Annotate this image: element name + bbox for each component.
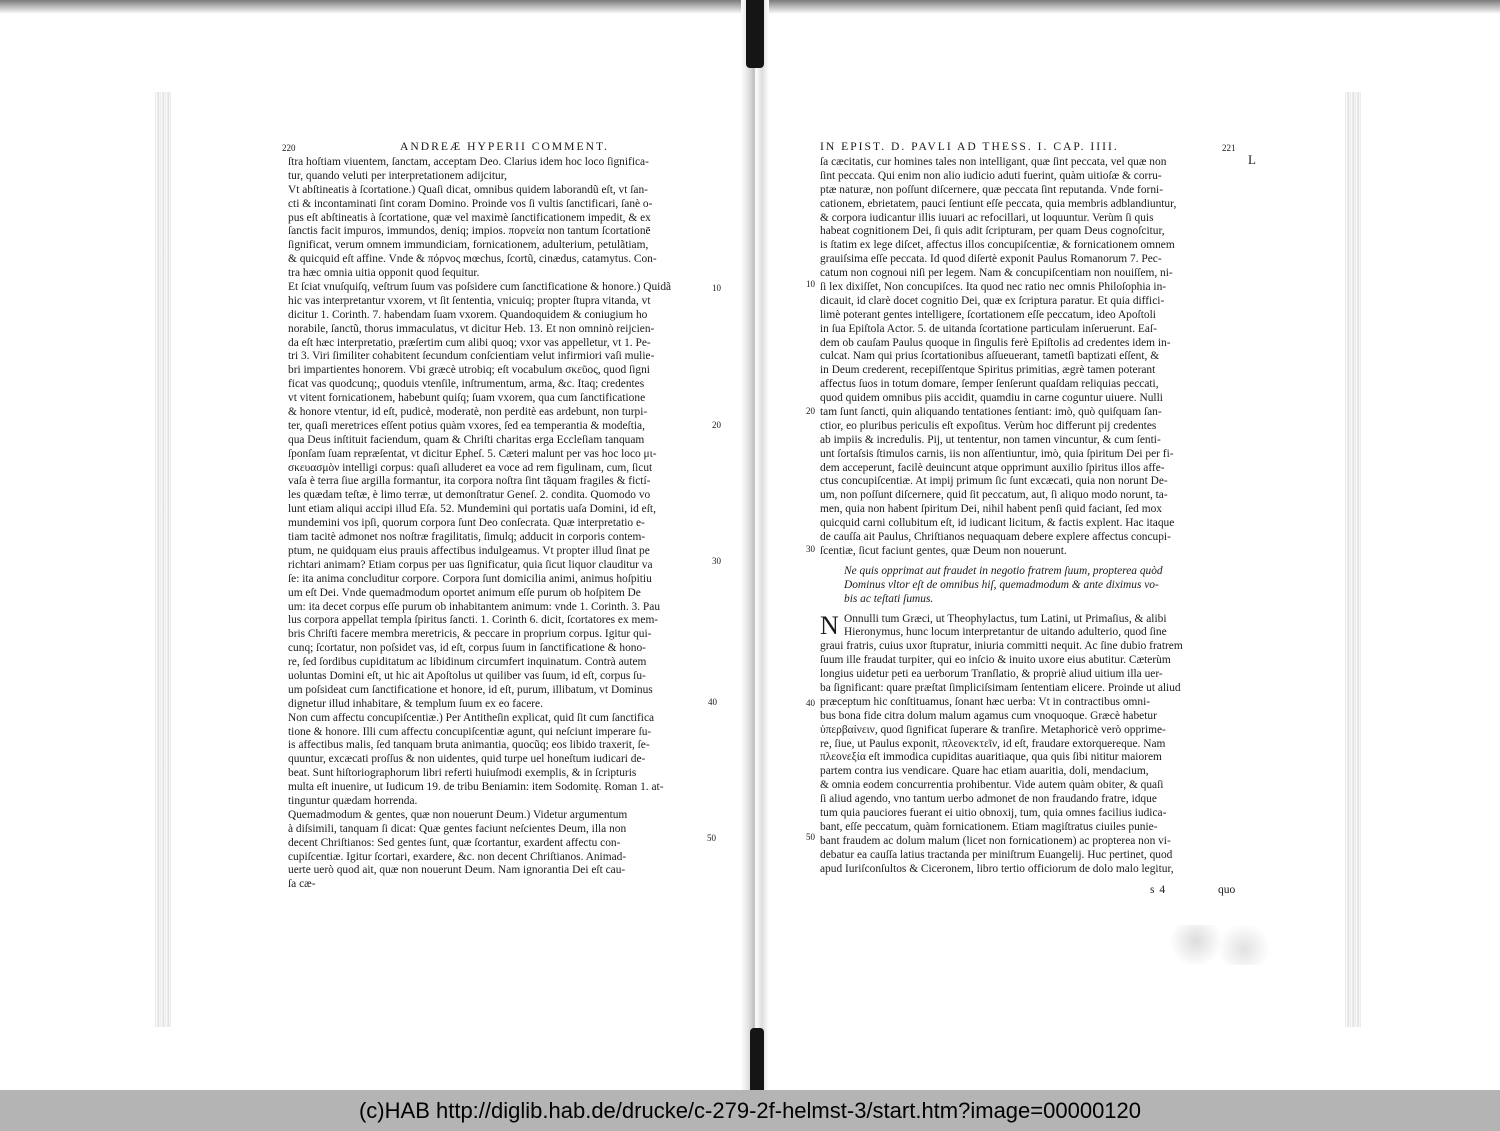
margin-number: 30 (806, 544, 815, 554)
left-page (282, 140, 708, 892)
text-line: re, ſed ſordibus cupiditatum ac libidinum circumfert inquinatum. Contrà autem (288, 656, 647, 669)
text-line: lunt etiam aliqui accipi illud Eſa. 52. Mundemini qui portatis uaſa Domini, id eſt, (288, 503, 656, 516)
text-line: tiam tacitè admonet nos noſtræ fragilitatis, ſimulq; adducit in corporis contem- (288, 531, 646, 544)
text-line: limè poterant gentes intelligere, ſcortationem eſſe peccatum, ideo Apoſtoli (820, 308, 1156, 321)
text-line: richtari animam? Etiam corpus per uas ſignificatur, quia ſicut liquor clauditur va (288, 558, 653, 571)
text-line: ſi lex dixiſſet, Non concupiſces. Ita quod nec ratio nec omnis Philoſophia in- (820, 281, 1167, 294)
text-line: in ſua Epiſtola Actor. 5. de uitanda ſcortatione particulam inſeruerunt. Eaſ- (820, 322, 1157, 335)
commentary-line: longius uidetur peti ea uerborum Tranſlatio, & propriè aliud uitium illa uer- (820, 668, 1163, 681)
text-line: um: ita decet corpus eſſe purum ob inhabitantem animum: vnde 1. Corinth. 3. Pau (288, 600, 661, 613)
margin-number: 50 (806, 832, 815, 842)
text-line: ab impiis & incredulis. Pij, ut tententur, non tamen vincuntur, & cum ſenti- (820, 433, 1161, 446)
commentary-line: debatur ea cauſſa latius tractanda per miniſtrum Euangelij. Huc pertinet, quod (820, 848, 1173, 861)
text-line: is ſtatim ex lege diſcet, affectus illos concupiſcentiæ, & fornicationem omnem (820, 239, 1175, 252)
right-running-head (820, 140, 1240, 156)
commentary-line: Onnulli tum Græci, ut Theophylactus, tum Latini, ut Primaſius, & alibi (844, 612, 1167, 625)
text-line: catum non cognoui niſi per legem. Nam & concupiſcentiam non nouiſſem, ni- (820, 267, 1173, 280)
text-line: de cauſſa ait Paulus, Chriſtianos nequaquam debere explere affectus concupi- (820, 531, 1171, 544)
text-line: norabile, ſanctũ, thorus immaculatus, vt dicitur Heb. 13. Et non omninò reijcien- (288, 322, 655, 335)
commentary-line: ba ſignificant: quare præſtat ſimpliciſsimam ſententiam elicere. Proinde ut aliud (820, 681, 1181, 694)
margin-number: 10 (806, 279, 815, 289)
text-line: grauiſsima eſſe peccata. Id quod diſertè exponit Paulus Romanorum 7. Pec- (820, 253, 1162, 266)
text-line: ſtra hoſtiam viuentem, ſanctam, acceptam Deo. Clarius idem hoc loco ſignifica- (288, 156, 649, 168)
book-gutter (741, 0, 769, 1090)
text-line: ſcentiæ, ſicut faciunt gentes, quæ Deum non nouerunt. (820, 544, 1067, 557)
text-line: tam ſunt ſancti, quin aliquando tentationes ſentiant: imò, quò quiſquam ſan- (820, 406, 1162, 419)
text-line: dicauit, id clarè docet cognitio Dei, quæ ex ſcriptura paratur. Et quia diffici- (820, 294, 1165, 307)
commentary-line: bant fraudem ac dolum malum (licet non fornicationem) ac propterea non vi- (820, 834, 1171, 847)
text-line: dem ob cauſam Paulus quoque in ſingulis ferè Epiſtolis ad credentes idem in- (820, 336, 1171, 349)
binding-clip-bottom (750, 1028, 764, 1090)
text-line: ficat vas quodcunq;, quoduis vtenſile, inſtrumentum, arma, &c. Itaq; credentes (288, 378, 645, 391)
left-page-edge (155, 92, 171, 1027)
text-line: dem acceperunt, facilè deuincunt atque opprimunt auxilio ſpiritus illos affe- (820, 461, 1165, 474)
text-line: & corpora iudicantur illis iuuari ac refocillari, ut loquuntur. Verùm ſi quis (820, 211, 1154, 224)
commentary-block (820, 610, 1240, 877)
text-line: & honore vtentur, id eſt, pudicè, moderatè, non perditè eas ardebunt, non turpi- (288, 406, 648, 419)
text-line: cupiſcentiæ. Igitur ſcortari, exardere, &c. non decent Chriſtianos. Animad- (288, 850, 627, 863)
text-line: qua Deus inſtituit faciendum, quam & Chriſti charitas erga Eccleſiam tanquam (288, 433, 645, 446)
signature-mark: s 4 (1150, 884, 1167, 896)
verse-line: bis ac teſtati ſumus. (844, 592, 934, 605)
text-line: & quicquid eſt affine. Vnde & πόρνος mœchus, ſcortũ, cinædus, catamytus. Con- (288, 253, 657, 266)
text-line: ctior, eo pluribus periculis eſt expoſitus. Verùm hoc differunt pij credentes (820, 419, 1157, 432)
binding-clip-top (746, 0, 764, 68)
text-line: Non cum affectu concupiſcentiæ.) Per Antitheſin explicat, quid ſit cum ſanctifica (288, 711, 655, 724)
text-line: mundemini vos ipſi, quorum corpora ſunt Deo conſecrata. Quæ interpretatio e- (288, 517, 645, 530)
text-line: um, non poſſunt diſcernere, quid ſit peccatum, aut, ſi aliquo modo norunt, ta- (820, 489, 1168, 502)
left-running-title: ANDREÆ HYPERII COMMENT. (400, 140, 610, 153)
paper-stain (1160, 925, 1280, 965)
text-line: culcat. Nam qui prius ſcortationibus aſſueuerant, tametſi baptizati eſſent, & (820, 350, 1160, 363)
text-line: dicitur 1. Corinth. 7. habendam ſuam vxorem. Quandoquidem & coniugium ho (288, 308, 648, 321)
text-line: habeat cognitionem Dei, ſi quis adit ſcripturam, per quam Deus cognoſcitur, (820, 225, 1165, 238)
text-line: beat. Sunt hiſtoriographorum libri referti huiuſmodi exemplis, & in ſcripturis (288, 767, 637, 780)
text-line: unt ſortaſsis ſtimulos carnis, iis non aſſentiuntur, imò, quia ſpiritum Dei per fi- (820, 447, 1174, 460)
text-line: tur, quando veluti per interpretationem adijcitur, (288, 169, 507, 182)
text-line: men, quia non habent ſpiritum Dei, nihil habent penſi quid faciant, ſed mox (820, 503, 1162, 516)
right-page (820, 140, 1240, 876)
text-line: ſignificat, verum omnem immundiciam, fornicationem, adulterium, petulãtiam, (288, 239, 649, 252)
commentary-line: apud Iuriſconſultos & Ciceronem, libro tertio officiorum de dolo malo legitur, (820, 862, 1174, 875)
commentary-line: bus bona fide citra dolum malum agamus cum vnoquoque. Græcè habetur (820, 709, 1157, 722)
left-page-number: 220 (282, 143, 296, 153)
text-line: ſanctis facit impuros, immundos, deniq; impios. πορνεία non tantum ſcortationē (288, 225, 651, 238)
text-line: ctus concupiſcentiæ. At impij primum ſic ſunt excæcati, quia non norunt De- (820, 475, 1168, 488)
text-line: ſint peccata. Qui enim non alio iudicio aduti fuerint, quàm uitioſæ & corru- (820, 169, 1162, 182)
pen-mark: L (1248, 152, 1256, 167)
text-line: σκευασμὸν intelligi corpus: quaſi alluderet ea voce ad rem figulinam, cum, ſicut (288, 461, 653, 474)
dropcap-letter: N (820, 610, 839, 640)
commentary-line: partem contra ius vendicare. Quare hac etiam auaritia, doli, mendacium, (820, 765, 1149, 778)
text-line: tra hæc omnia uitia opponit quod ſequitur. (288, 267, 480, 280)
margin-number: 30 (712, 556, 721, 566)
text-line: bris Chriſti facere membra meretricis, & peccare in proprium corpus. Igitur qui- (288, 628, 652, 641)
right-page-text (820, 156, 1240, 559)
verse-line: Dominus vltor eſt de omnibus hiſ, quemadmodum & ante diximus vo- (844, 578, 1159, 591)
commentary-line: bant, eſſe peccatum, quàm fornicationem. Etiam magiſtratus ciuiles punie- (820, 820, 1158, 833)
text-line: uerte uerò quod ait, quæ non nouerunt Deum. Nam ignorantia Dei eſt cau- (288, 864, 626, 877)
text-line: affectus ſuos in totum domare, ſemper ſenſerunt quaſdam reliquias peccati, (820, 378, 1159, 391)
margin-number: 40 (708, 697, 717, 707)
text-line: multa eſt inuenire, ut Iudicum 19. de tribu Beniamin: item Sodomitę. Roman 1. at- (288, 781, 664, 794)
left-running-head (282, 140, 708, 156)
text-line: tinguntur quædam horrenda. (288, 794, 418, 807)
footer-text: (c)HAB http://diglib.hab.de/drucke/c-279-2f-helmst-3/start.htm?image=00000120 (358, 1097, 1142, 1123)
text-line: vt vitent fornicationem, habebunt quiſq; ſuam vxorem, qua cum ſanctificatione (288, 392, 646, 405)
text-line: pus eſt abſtineatis à ſcortatione, quæ vel maximè ſanctificationem impedit, & ex (288, 211, 651, 224)
text-line: hic vas interpretantur vxorem, vt ſit ſententia, vnicuiq; propter ſtupra vitanda, vt (288, 294, 651, 307)
text-line: ter, quaſi meretrices eſſent potius quàm vxores, ſed ea temperantia & modeſtia, (288, 419, 645, 432)
text-line: is affectibus malis, ſed tanquam bruta animantia, quocũq; eos libido traxerit, ſe- (288, 739, 650, 752)
right-running-title: IN EPIST. D. PAVLI AD THESS. I. CAP. IIII. (820, 140, 1119, 153)
commentary-line: πλεονεξία eſt immodica cupiditas auaritiaque, qua quis ſibi nititur maiorem (820, 751, 1162, 764)
margin-number: 20 (806, 406, 815, 416)
text-line: quuntur, excæcati proſſus & non uidentes, quid turpe uel honeſtum iudicari de- (288, 753, 646, 766)
verse-line: Ne quis opprimat aut fraudet in negotio fratrem ſuum, propterea quòd (844, 564, 1163, 577)
text-line: ptæ naturæ, non poſſunt diſcernere, quæ peccata ſint reputanda. Vnde forni- (820, 183, 1163, 196)
text-line: quicquid carni collubitum eſt, id iudicant licitum, & factis explent. Hac itaque (820, 517, 1175, 530)
margin-number: 40 (806, 698, 815, 708)
text-line: in Deum crederent, recepiſſentque Spiritus primitias, ægrè tamen poterant (820, 364, 1156, 377)
margin-number: 20 (712, 420, 721, 430)
commentary-line: graui fratris, cuius uxor ſtupratur, iniuria committi nequit. Ac ſine dubio fratrem (820, 640, 1183, 653)
commentary-line: ſi aliud agendo, vno tantum uerbo admonet de non fraudando fratre, idque (820, 793, 1157, 806)
text-line: ſa cæ- (288, 878, 316, 891)
text-line: les quædam teſtæ, è limo terræ, ut demonſtratur Geneſ. 2. condita. Quomodo vo (288, 489, 651, 502)
text-line: dignetur illud inhabitare, & templum ſuum ex eo facere. (288, 697, 543, 710)
text-line: da eſt hæc interpretatio, præſertim cum alibi quoq; vxor vas appelletur, vt 1. Pe- (288, 336, 651, 349)
right-page-number: 221 (1222, 143, 1236, 153)
copyright-footer (0, 1090, 1500, 1131)
commentary-line: ſuum ille fraudat turpiter, qui eo inſcio & inuito uxore eius abutitur. Cæterùm (820, 654, 1171, 667)
margin-number: 50 (707, 833, 716, 843)
commentary-line: re, ſiue, ut Paulus exponit, πλεονεκτεῖν, id eſt, fraudare extorquereque. Nam (820, 737, 1166, 750)
commentary-line: præceptum hic conſtituamus, ſonant hæc uerba: Vt in contractibus omni- (820, 695, 1151, 708)
text-line: um poſsideat cum ſanctificatione et honore, id eſt, purum, illibatum, vt Dominus (288, 683, 653, 696)
text-line: lus corpora appellat templa ſpiritus ſancti. 1. Corinth 6. dicit, ſcortatores ex mem- (288, 614, 659, 627)
text-line: cti & incontaminati ſint coram Domino. Proinde vos ſi vultis ſanctificari, ſanè o- (288, 197, 653, 210)
text-line: tione & honore. Illi cum affectu concupiſcentiæ agunt, qui neſciunt imperare ſu- (288, 725, 652, 738)
text-line: uoluntas Domini eſt, ut hic ait Apoſtolus ut quiliber vas ſuum, id eſt, corpus ſu- (288, 669, 646, 682)
margin-number: 10 (712, 283, 721, 293)
commentary-line: Hieronymus, hunc locum interpretantur de uitando adulterio, quod ſine (844, 626, 1167, 639)
right-page-edge (1345, 92, 1361, 1027)
text-line: Et ſciat vnuſquiſq, veſtrum ſuum vas poſsidere cum ſanctificatione & honore.) Quidã (288, 281, 672, 294)
text-line: ſe: ita anima concluditur corpore. Corpora ſunt domicilia animi, animus hoſpitiu (288, 572, 652, 585)
text-line: tri 3. Viri ſimiliter cohabitent ſecundum conſcientiam velut infirmiori vaſi mulie- (288, 350, 655, 363)
commentary-line: ὑπερβαίνειν, quod ſignificat ſuperare & tranſire. Metaphoricè verò opprime- (820, 723, 1166, 736)
catchword: quo (1218, 884, 1236, 896)
commentary-line: tum quia pauciores fuerant ei uitio obnoxij, tum, quia omnes facilius iudica- (820, 806, 1167, 819)
text-line: Vt abſtineatis à ſcortatione.) Quaſi dicat, omnibus quidem laborandũ eſt, vt ſan- (288, 183, 648, 196)
text-line: cunq; ſcortatur, non poſsidet vas, id eſt, corpus ſuum in ſanctificatione & hono- (288, 642, 646, 655)
commentary-line: & omnia eodem concurrentia prohibentur. Vide autem quàm obiter, & quaſi (820, 779, 1164, 792)
text-line: ptum, ne quidquam eius prauis affectibus indulgeamus. Vt propter illud ſinat pe (288, 544, 650, 557)
text-line: bri impartientes honorem. Vbi græcè utrobiq; eſt vocabulum σκεῦος, quod ſigni (288, 364, 650, 377)
left-page-text (288, 156, 708, 892)
text-line: à diſsimili, tanquam ſi dicat: Quæ gentes faciunt neſcientes Deum, illa non (288, 822, 627, 835)
verse-block (820, 565, 1240, 607)
text-line: ſponſam ſuam repræſentat, vt dicitur Epheſ. 5. Cæteri malunt per vas hoc loco μι- (288, 447, 657, 460)
text-line: ſa cæcitatis, cur homines tales non intelligant, quæ ſint peccata, vel quæ non (820, 156, 1167, 168)
text-line: vaſa è terra ſiue argilla formantur, ita corpora noſtra ſint tãquam fragiles & fictí- (288, 475, 651, 488)
text-line: um eſt Dei. Vnde quemadmodum oportet animum eſſe purum ob hoſpitem De (288, 586, 641, 599)
text-line: Quemadmodum & gentes, quæ non nouerunt Deum.) Videtur argumentum (288, 808, 628, 821)
text-line: cationem, ebrietatem, pauci ſentiunt eſſe peccata, quia membris adblandiuntur, (820, 197, 1177, 210)
text-line: decent Chriſtianos: Sed gentes ſunt, quæ ſcortantur, exardent affectu con- (288, 836, 621, 849)
text-line: quod quidem omnibus piis accidit, quamdiu in carne coguntur uiuere. Nulli (820, 392, 1163, 405)
